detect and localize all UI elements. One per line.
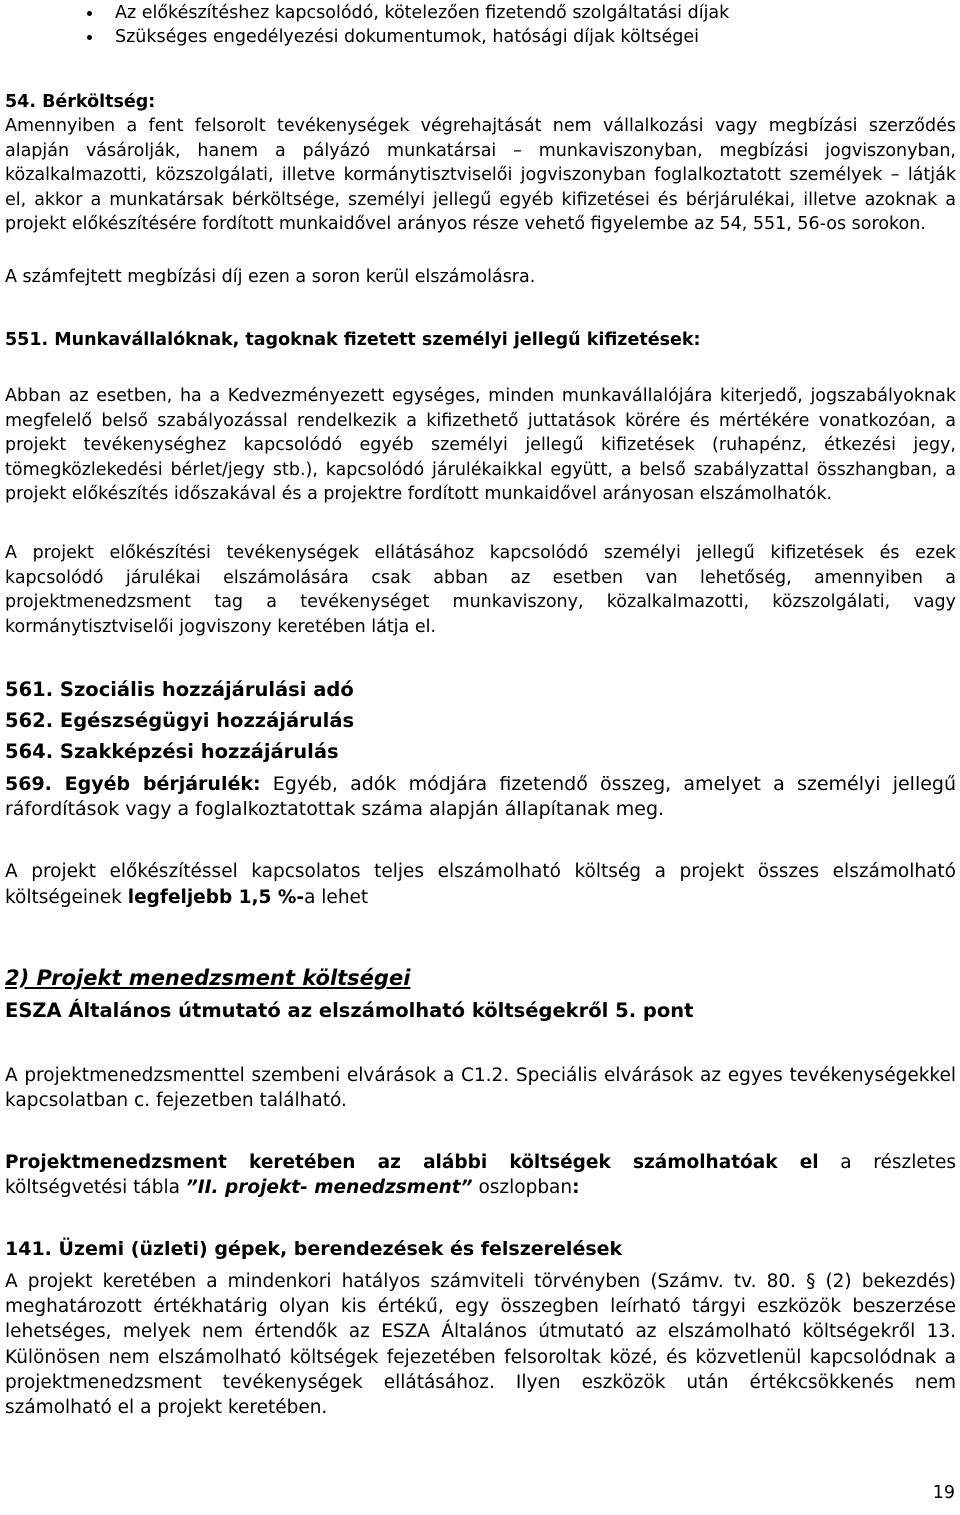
section-2-paragraph-2 xyxy=(5,1150,956,1200)
section-54-paragraph: Amennyiben a fent felsorolt tevékenységek végrehajtását nem vállalkozási vagy megbízási szerződés alapján vásárolják, hanem a pályázó munkatársai – munkaviszonyban, megbízási jogviszonyban, közalkalmazotti, közszolgálati, illetve kormánytisztviselői jogviszonyban foglalkoztatott személyek – látják el, akkor a munkatársak bérköltsége, személyi jellegű egyéb kifizetései és bérjárulékai, illetve azoknak a projekt előkészítésére fordított munkaidővel arányos része vehető figyelembe az 54, 551, 56-os sorokon. xyxy=(5,116,956,234)
section-2-subtitle: ESZA Általános útmutató az elszámolható költségekről 5. pont xyxy=(5,999,694,1022)
section-54-title: 54. Bérköltség: xyxy=(5,92,156,112)
section-551-title: 551. Munkavállalóknak, tagoknak fizetett személyi jellegű kifizetések: xyxy=(5,330,701,350)
cost-limit-bold: legfeljebb 1,5 %- xyxy=(127,887,305,908)
section-2-para2-colon: : xyxy=(572,1177,580,1198)
section-2-para2-text-2: oszlopban xyxy=(472,1177,573,1198)
item-569-text: Egyéb, adók módjára fizetendő összeg, amelyet a személyi jellegű ráfordítások vagy a foglalkoztatottak száma alapján állapítanak meg. xyxy=(5,773,957,820)
section-551-paragraph-2: A projekt előkészítési tevékenységek ellátásához kapcsolódó személyi jellegű kifizetések és ezek kapcsolódó járulékai elszámolására csak abban az esetben van lehetőség, amennyiben a projektmenedzsment tag a tevékenységet munkaviszony, közalkalmazotti, közszolgálati, vagy kormánytisztviselői jogviszony keretében látja el. xyxy=(5,543,956,637)
item-561: 561. Szociális hozzájárulási adó xyxy=(5,678,354,701)
cost-limit-text-2: a lehet xyxy=(304,887,369,908)
item-564: 564. Szakképzési hozzájárulás xyxy=(5,740,339,763)
section-54-note: A számfejtett megbízási díj ezen a soron kerül elszámolásra. xyxy=(5,267,536,287)
bullet-item: Szükséges engedélyezési dokumentumok, hatósági díjak költségei xyxy=(5,25,956,49)
bullet-item: Az előkészítéshez kapcsolódó, kötelezően fizetendő szolgáltatási díjak xyxy=(5,1,956,25)
page-number: 19 xyxy=(932,1483,955,1503)
item-562: 562. Egészségügyi hozzájárulás xyxy=(5,709,355,732)
section-2-para2-text: a részletes költségvetési tábla xyxy=(5,1152,957,1198)
section-141-title: 141. Üzemi (üzleti) gépek, berendezések és felszerelések xyxy=(5,1238,623,1260)
section-2-para2-italic: ”II. projekt- menedzsment” xyxy=(185,1177,473,1198)
section-2-para2-bold: Projektmenedzsment keretében az alábbi költségek számolhatóak el xyxy=(5,1152,819,1173)
bullet-list xyxy=(5,1,956,49)
item-569-label: 569. Egyéb bérjárulék: xyxy=(5,773,261,795)
cost-limit-text-1: A projekt előkészítéssel kapcsolatos teljes elszámolható költség a projekt összes elszámolható költségeinek xyxy=(5,861,956,908)
section-141-paragraph: A projekt keretében a mindenkori hatályos számviteli törvényben (Számv. tv. 80. § (2) bekezdés) meghatározott értékhatárig olyan kis értékű, egy összegben leírható tárgyi eszközök beszerzése lehetséges, melyek nem értendők az ESZA Általános útmutató az elszámolható költségekről 13. Különösen nem elszámolható költségek fejezetében felsoroltak közé, és közvetlenül kapcsolódnak a projektmenedzsment tevékenységek ellátásához. Ilyen eszközök után értékcsökkenés nem számolható el a projekt keretében. xyxy=(5,1271,956,1419)
section-2-heading: 2) Projekt menedzsment költségei xyxy=(5,966,411,990)
cost-limit-paragraph xyxy=(5,859,956,911)
section-2-paragraph-1: A projektmenedzsmenttel szembeni elvárások a C1.2. Speciális elvárások az egyes tevékenységekkel kapcsolatban c. fejezetben található. xyxy=(5,1065,956,1111)
item-569 xyxy=(5,772,956,822)
section-551-paragraph-1: Abban az esetben, ha a Kedvezményezett egységes, minden munkavállalójára kiterjedő, jogszabályoknak megfelelő belső szabályozással rendelkezik a kifizethető juttatások körére és mértékére vonatkozóan, a projekt tevékenységhez kapcsolódó egyéb személyi jellegű kifizetések (ruhapénz, étkezési jegy, tömegközlekedési bérlet/jegy stb.), kapcsolódó járulékaikkal együtt, a belső szabályzattal összhangban, a projekt előkészítés időszakával és a projektre fordított munkaidővel arányosan elszámolhatók. xyxy=(5,386,956,504)
